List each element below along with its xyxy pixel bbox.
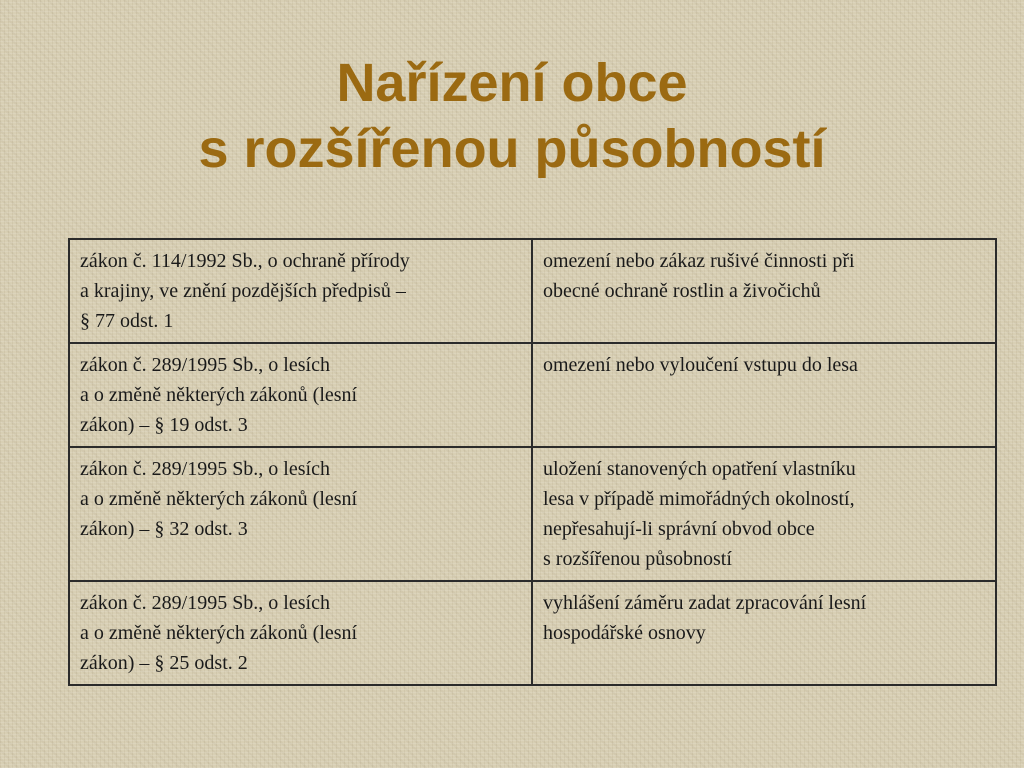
table-row <box>69 447 996 581</box>
table-row <box>69 239 996 343</box>
law-reference-cell: zákon č. 289/1995 Sb., o lesích a o změně některých zákonů (lesní zákon) – § 19 odst. 3 <box>69 343 532 447</box>
page-title-line-2: s rozšířenou působností <box>198 119 826 179</box>
law-reference-cell: zákon č. 289/1995 Sb., o lesích a o změně některých zákonů (lesní zákon) – § 25 odst. 2 <box>69 581 532 685</box>
measure-cell: omezení nebo vyloučení vstupu do lesa <box>532 343 996 447</box>
measure-cell: omezení nebo zákaz rušivé činnosti při obecné ochraně rostlin a živočichů <box>532 239 996 343</box>
measure-cell: uložení stanovených opatření vlastníku lesa v případě mimořádných okolností, nepřesahují-li správní obvod obce s rozšířenou působností <box>532 447 996 581</box>
page-title <box>0 50 1024 182</box>
table-row <box>69 581 996 685</box>
regulations-table <box>68 238 997 686</box>
law-reference-cell: zákon č. 289/1995 Sb., o lesích a o změně některých zákonů (lesní zákon) – § 32 odst. 3 <box>69 447 532 581</box>
table-row <box>69 343 996 447</box>
page-title-line-1: Nařízení obce <box>336 53 688 113</box>
measure-cell: vyhlášení záměru zadat zpracování lesní hospodářské osnovy <box>532 581 996 685</box>
law-reference-cell: zákon č. 114/1992 Sb., o ochraně přírody a krajiny, ve znění pozdějších předpisů – § 77 odst. 1 <box>69 239 532 343</box>
